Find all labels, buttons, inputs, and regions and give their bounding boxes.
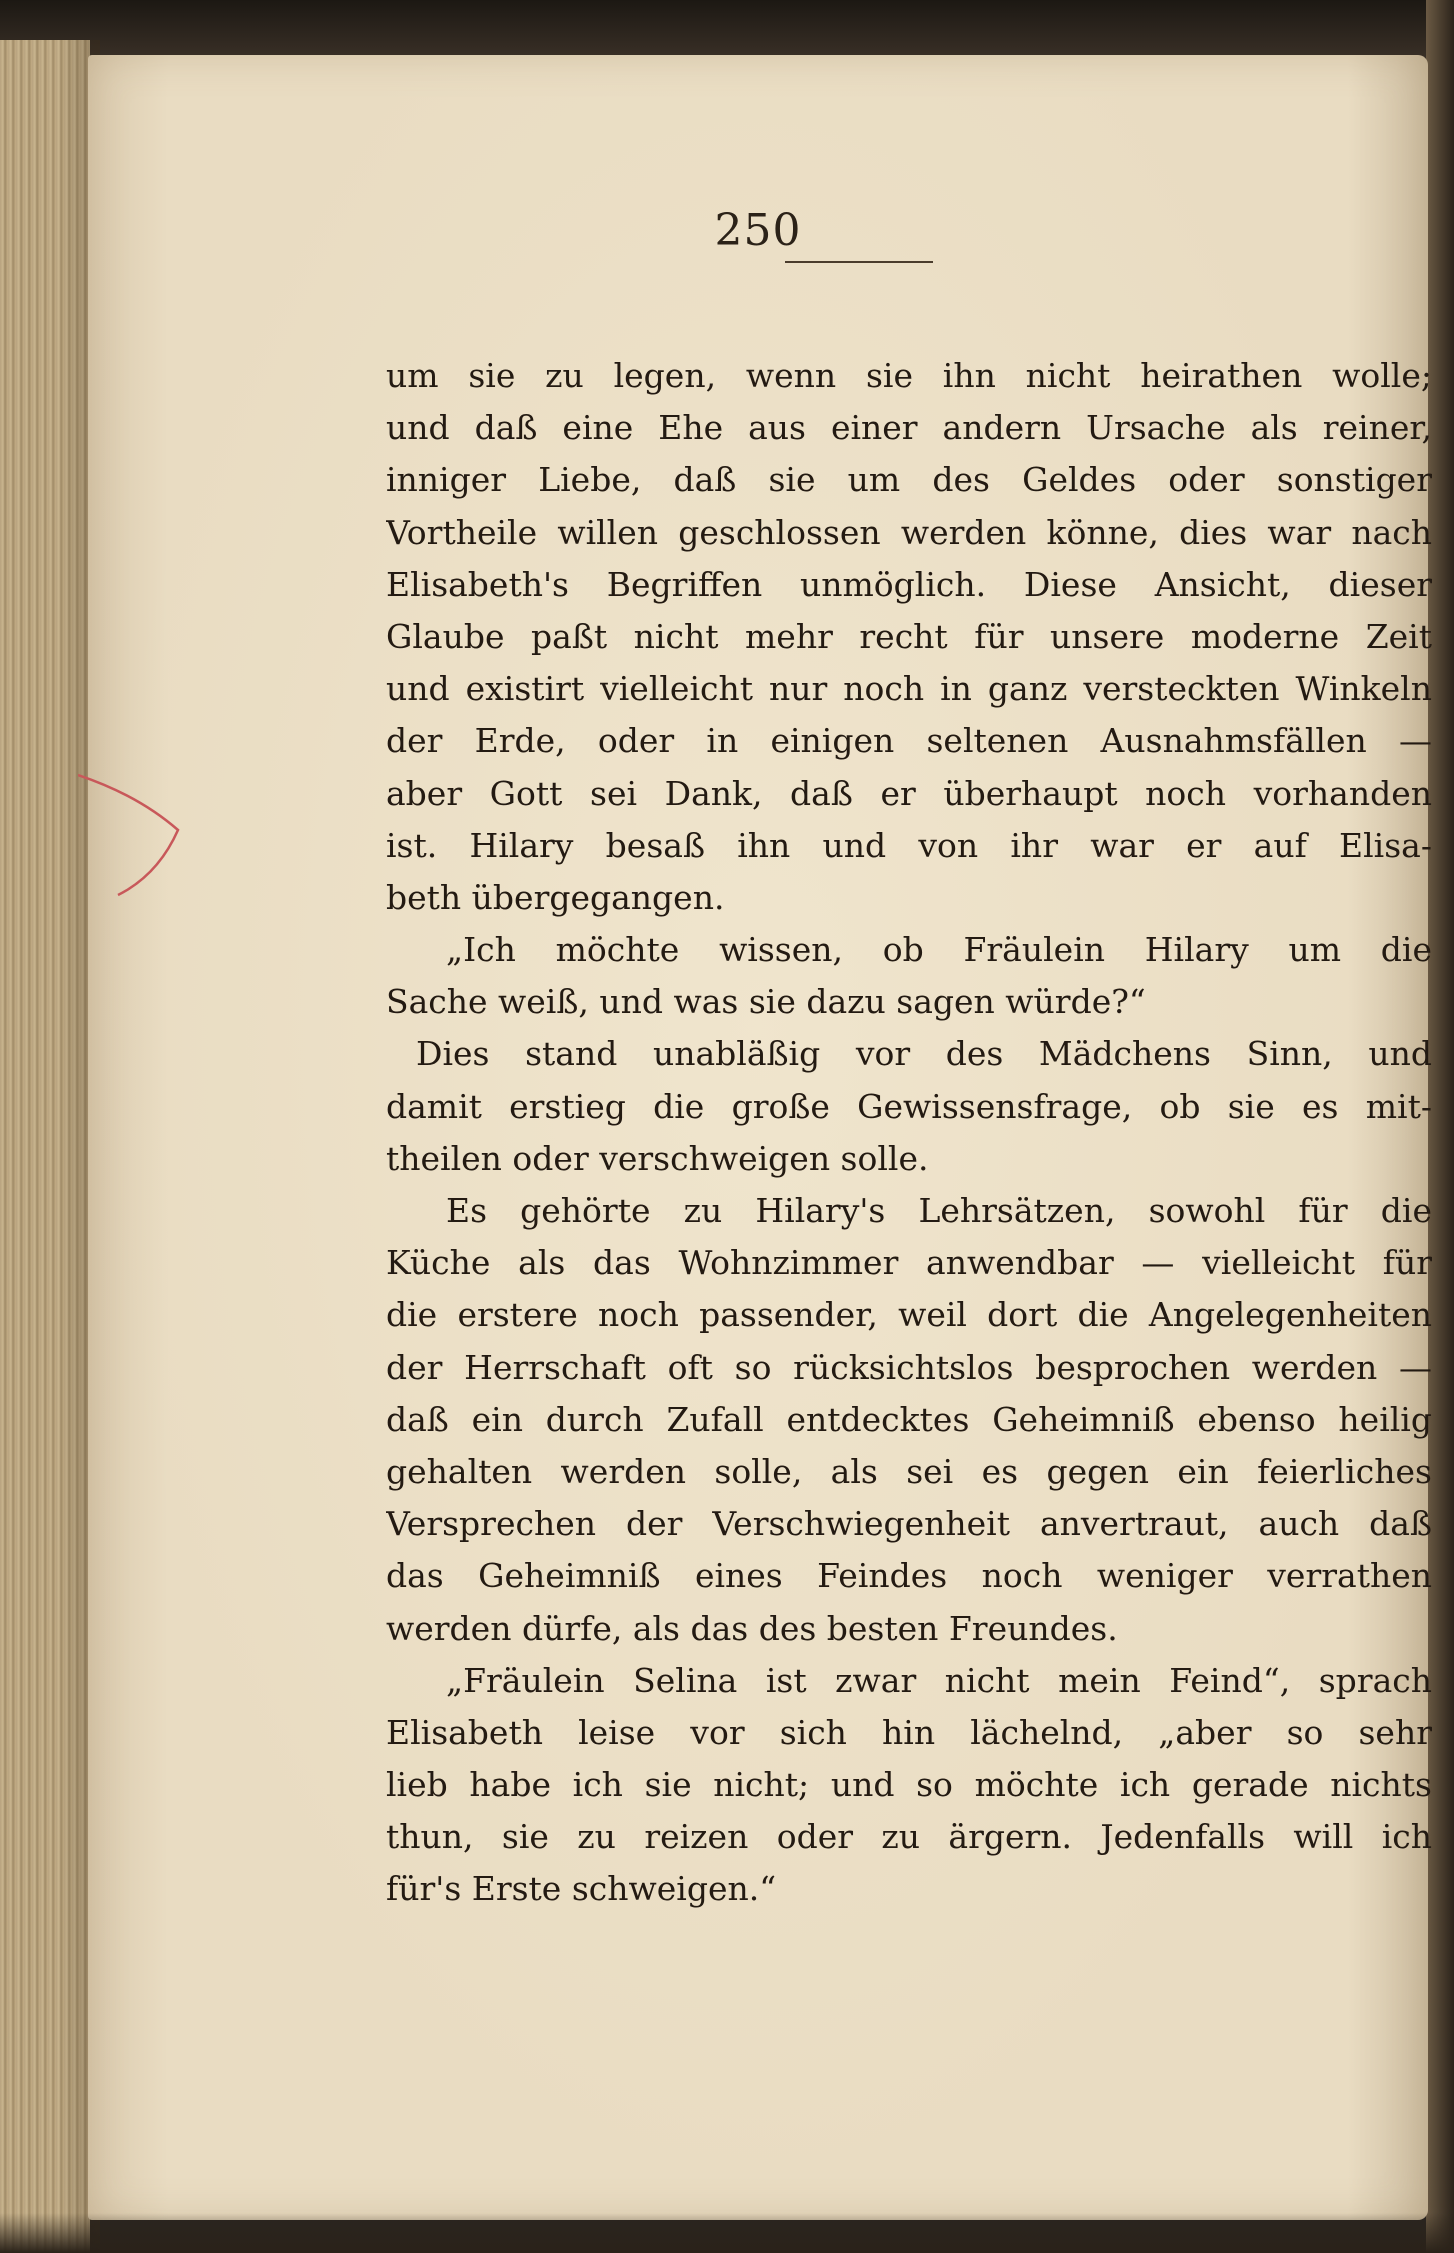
text-line: ist. Hilary besaß ihn und von ihr war er auf Elisa-: [386, 825, 1432, 865]
text-line: lieb habe ich sie nicht; und so möchte ich gerade nichts: [386, 1765, 1432, 1805]
red-margin-mark: [78, 475, 198, 1075]
text-line: aber Gott sei Dank, daß er überhaupt noch vorhanden: [386, 773, 1432, 813]
text-line: die erstere noch passender, weil dort die Angelegenheiten: [386, 1295, 1432, 1335]
text-line: inniger Liebe, daß sie um des Geldes oder sonstiger: [386, 460, 1432, 500]
text-line: und existirt vielleicht nur noch in ganz versteckten Winkeln: [386, 669, 1432, 709]
text-line: und daß eine Ehe aus einer andern Ursache als reiner,: [386, 408, 1432, 448]
text-line: theilen oder verschweigen solle.: [386, 1138, 929, 1178]
text-line: werden dürfe, als das des besten Freundes.: [386, 1608, 1118, 1648]
book-top-edge: [0, 0, 1454, 60]
text-line: „Fräulein Selina ist zwar nicht mein Feind“, sprach: [446, 1660, 1432, 1700]
text-line: um sie zu legen, wenn sie ihn nicht heirathen wolle;: [386, 356, 1432, 395]
text-line: damit erstieg die große Gewissensfrage, ob sie es mit-: [386, 1086, 1432, 1126]
book-bottom-edge: [0, 2213, 1454, 2253]
page-number: 250: [714, 205, 802, 256]
text-line: der Herrschaft oft so rücksichtslos besprochen werden —: [386, 1347, 1432, 1387]
text-line: das Geheimniß eines Feindes noch weniger verrathen: [386, 1556, 1432, 1596]
text-line: Küche als das Wohnzimmer anwendbar — vielleicht für: [386, 1243, 1432, 1283]
text-line: daß ein durch Zufall entdecktes Geheimniß ebenso heilig: [386, 1399, 1432, 1439]
text-line: „Ich möchte wissen, ob Fräulein Hilary um die: [446, 930, 1432, 970]
body-text: [386, 350, 1432, 1916]
text-line: beth übergegangen.: [386, 877, 725, 917]
text-line: Elisabeth leise vor sich hin lächelnd, „aber so sehr: [386, 1712, 1432, 1752]
text-line: thun, sie zu reizen oder zu ärgern. Jedenfalls will ich: [386, 1817, 1432, 1857]
text-line: Glaube paßt nicht mehr recht für unsere moderne Zeit: [386, 616, 1432, 656]
text-line: für's Erste schweigen.“: [386, 1869, 777, 1909]
text-line: der Erde, oder in einigen seltenen Ausnahmsfällen —: [386, 721, 1432, 761]
header-rule: [785, 261, 933, 263]
text-line: gehalten werden solle, als sei es gegen ein feierliches: [386, 1451, 1432, 1491]
book-page: [88, 55, 1432, 2220]
text-line: Dies stand unabläßig vor des Mädchens Sinn, und: [416, 1034, 1432, 1074]
text-line: Es gehörte zu Hilary's Lehrsätzen, sowohl für die: [446, 1191, 1432, 1230]
text-line: Elisabeth's Begriffen unmöglich. Diese Ansicht, dieser: [386, 564, 1432, 604]
text-line: Sache weiß, und was sie dazu sagen würde?“: [386, 982, 1146, 1022]
text-line: Versprechen der Verschwiegenheit anvertraut, auch daß: [386, 1504, 1432, 1544]
text-line: Vortheile willen geschlossen werden könne, dies war nach: [386, 512, 1432, 552]
